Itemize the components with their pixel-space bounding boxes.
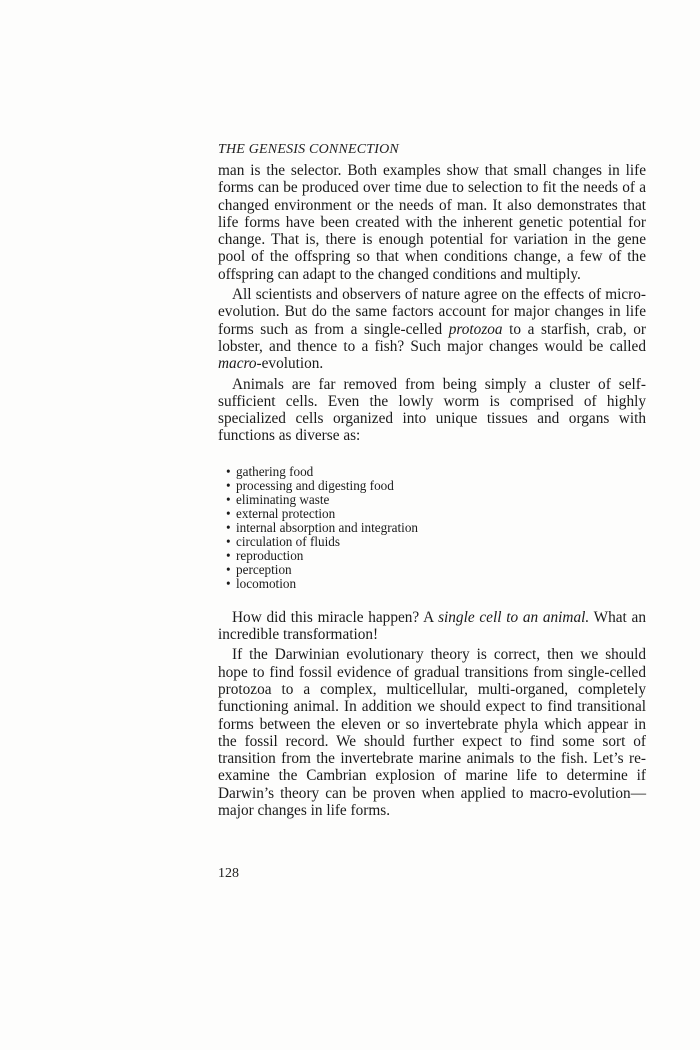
list-item <box>226 563 646 577</box>
list-item-text: circulation of fluids <box>236 533 341 549</box>
paragraph-2 <box>218 286 646 372</box>
running-head: THE GENESIS CONNECTION <box>218 142 399 157</box>
paragraph-2-emphasis-macro: macro <box>218 355 257 373</box>
list-item-text: perception <box>236 561 292 577</box>
paragraph-2-emphasis-protozoa: protozoa <box>448 320 503 338</box>
paragraph-4-part-b: What an incredible transformation! <box>218 608 646 644</box>
paragraph-5: If the Darwinian evolutionary theory is correct, then we should hope to find fossil evidence of gradual transitions from single-celled protozoa to a complex, multicellular, multi-organed, completely functioning animal. In addition we should expect to find transitional forms between the eleven or so invertebrate phyla which appear in the fossil record. We should further expect to find some sort of transition from the invertebrate marine animals to the fish. Let’s re-examine the Cambrian explosion of marine life to determine if Darwin’s theory can be proven when applied to macro-evolution—major changes in life forms. <box>218 646 646 820</box>
bullet-marker: • <box>226 505 231 521</box>
page-number: 128 <box>218 866 239 881</box>
paragraph-4-part-a: How did this miracle happen? A <box>232 608 439 626</box>
paragraph-2-part-c: -evolution. <box>256 355 324 373</box>
bullet-marker: • <box>226 519 231 535</box>
list-item-text: gathering food <box>236 463 314 479</box>
bullet-marker: • <box>226 491 231 507</box>
list-item <box>226 549 646 563</box>
list-item <box>226 465 646 479</box>
bullet-marker: • <box>226 547 231 563</box>
list-item <box>226 479 646 493</box>
list-item <box>226 535 646 549</box>
paragraph-4 <box>218 609 646 644</box>
list-item-text: reproduction <box>236 547 304 563</box>
paragraph-4-emphasis: single cell to an animal. <box>438 608 590 626</box>
list-item-text: locomotion <box>236 575 297 591</box>
list-item-text: eliminating waste <box>236 491 330 507</box>
functions-list <box>218 465 646 591</box>
list-item-text: processing and digesting food <box>236 477 394 493</box>
list-item <box>226 577 646 591</box>
bullet-marker: • <box>226 463 231 479</box>
bullet-marker: • <box>226 575 231 591</box>
body-text <box>218 162 646 819</box>
paragraph-2-part-b: to a starfish, crab, or lobster, and thence to a fish? Such major changes would be called <box>218 320 646 355</box>
paragraph-1: man is the selector. Both examples show that small changes in life forms can be produced over time due to selection to fit the needs of a changed environment or the needs of man. It also demonstrates that life forms have been created with the inherent genetic potential for change. That is, there is enough potential for variation in the gene pool of the offspring so that when conditions change, a few of the offspring can adapt to the changed conditions and multiply. <box>218 162 646 283</box>
list-item <box>226 493 646 507</box>
bullet-marker: • <box>226 477 231 493</box>
paragraph-2-part-a: All scientists and observers of nature agree on the effects of micro-evolution. But do the same factors account for major changes in life forms such as from a single-celled <box>218 286 646 338</box>
list-item <box>226 507 646 521</box>
list-item-text: external protection <box>236 505 336 521</box>
list-item <box>226 521 646 535</box>
list-item-text: internal absorption and integration <box>236 519 419 535</box>
bullet-marker: • <box>226 561 231 577</box>
bullet-marker: • <box>226 533 231 549</box>
paragraph-3: Animals are far removed from being simply a cluster of self-sufficient cells. Even the lowly worm is comprised of highly specialized cells organized into unique tissues and organs with functions as diverse as: <box>218 375 646 445</box>
